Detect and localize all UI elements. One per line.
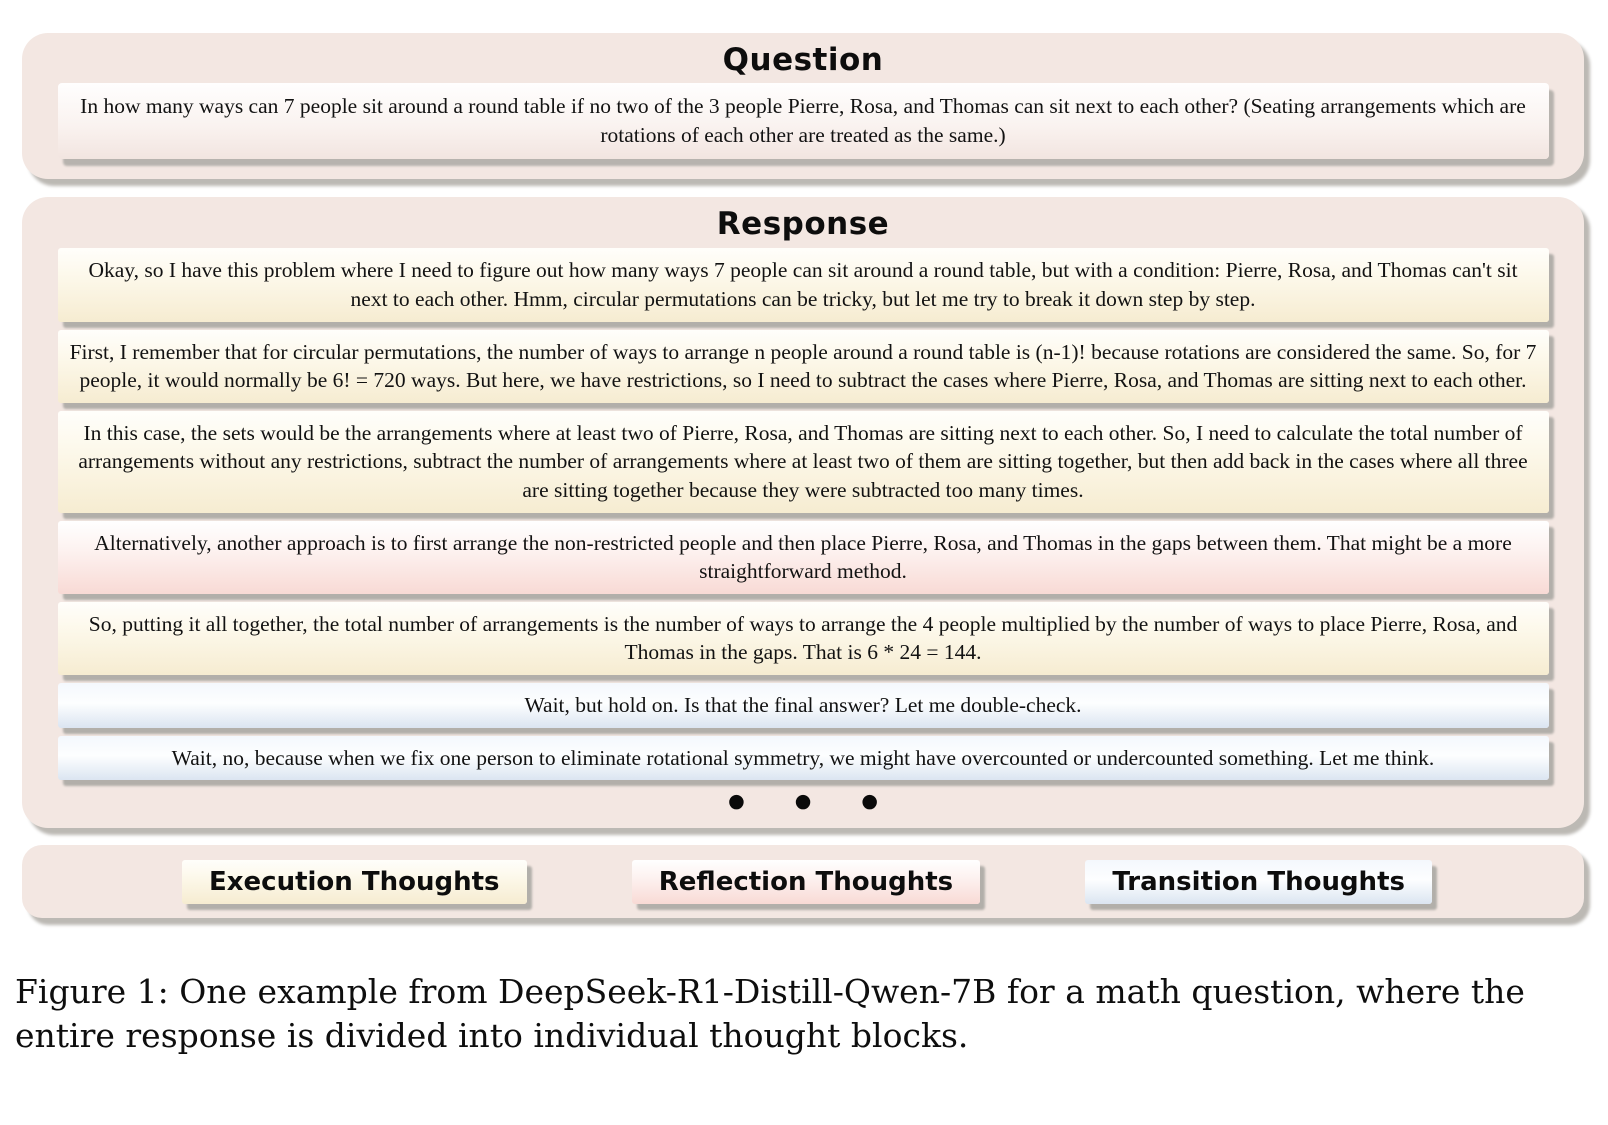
legend-item-transition-thoughts: Transition Thoughts: [1085, 860, 1432, 904]
thought-block: Alternatively, another approach is to first arrange the non-restricted people and then place Pierre, Rosa, and Thomas in the gaps between them. That might be a more straightforward method.: [58, 521, 1549, 594]
question-text: In how many ways can 7 people sit around a round table if no two of the 3 people Pierre, Rosa, and Thomas can sit next to each other? (Seating arrangements which are rotations of each other are treated as the same.): [80, 94, 1526, 148]
thought-block: Wait, no, because when we fix one person to eliminate rotational symmetry, we might have overcounted or undercounted something. Let me think.: [58, 736, 1549, 781]
ellipsis-dots-icon: ● ● ●: [728, 790, 900, 813]
thought-block: Okay, so I have this problem where I need to figure out how many ways 7 people can sit around a round table, but with a condition: Pierre, Rosa, and Thomas can't sit next to each other. Hmm, circular permutations can be tricky, but let me try to break it down step by step.: [58, 248, 1549, 321]
thought-block: Wait, but hold on. Is that the final answer? Let me double-check.: [58, 683, 1549, 728]
thought-block: First, I remember that for circular permutations, the number of ways to arrange n people around a round table is (n-1)! because rotations are considered the same. So, for 7 people, it would normally be 6! = 720 ways. But here, we have restrictions, so I need to subtract the cases where Pierre, Rosa, and Thomas are sitting next to each other.: [58, 330, 1549, 403]
response-title: Response: [716, 206, 890, 243]
figure-caption: Figure 1: One example from DeepSeek-R1-Distill-Qwen-7B for a math question, where the entire response is divided into individual thought blocks.: [15, 972, 1525, 1055]
legend-item-execution-thoughts: Execution Thoughts: [182, 860, 527, 904]
question-panel: [22, 33, 1584, 179]
thought-blocks-list: [58, 248, 1549, 780]
question-text-box: [58, 83, 1549, 159]
legend-panel: [22, 845, 1584, 918]
question-title: Question: [722, 42, 884, 78]
legend-item-reflection-thoughts: Reflection Thoughts: [632, 860, 980, 904]
thought-block: So, putting it all together, the total number of arrangements is the number of ways to arrange the 4 people multiplied by the number of ways to place Pierre, Rosa, and Thomas in the gaps. That is 6 * 24 = 144.: [58, 602, 1549, 675]
thought-block: In this case, the sets would be the arrangements where at least two of Pierre, Rosa, and Thomas are sitting next to each other. So, I need to calculate the total number of arrangements without any restrictions, subtract the number of arrangements where at least two of them are sitting together, but then add back in the cases where all three are sitting together because they were subtracted too many times.: [58, 411, 1549, 513]
response-panel: [22, 197, 1584, 828]
